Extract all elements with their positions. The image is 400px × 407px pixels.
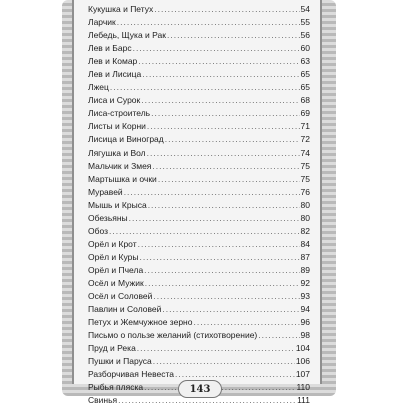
toc-entry-page: 76 — [300, 186, 310, 197]
toc-entry-title: Лев и Барс — [88, 43, 132, 54]
toc-entry — [88, 199, 310, 212]
toc-entry-title: Мышь и Крыса — [88, 199, 147, 210]
toc-entry-title: Свинья — [88, 395, 118, 406]
toc-entry-title: Листы и Корни — [88, 121, 146, 132]
toc-entry-page: 65 — [300, 69, 310, 80]
toc-entry-page: 82 — [300, 225, 310, 236]
toc-entry-title: Орёл и Крот — [88, 238, 137, 249]
toc-dot-leader — [193, 316, 299, 329]
toc-entry — [88, 147, 310, 160]
toc-entry-title: Пруд и Река — [88, 343, 136, 354]
toc-dot-leader — [152, 160, 299, 173]
toc-entry — [88, 212, 310, 225]
toc-entry-page: 75 — [300, 173, 310, 184]
toc-entry-page: 54 — [300, 4, 310, 14]
toc-entry-page: 63 — [300, 56, 310, 67]
toc-entry — [88, 42, 310, 55]
toc-entry — [88, 133, 310, 146]
toc-dot-leader — [129, 212, 300, 225]
toc-dot-leader — [162, 303, 299, 316]
toc-entry — [88, 290, 310, 303]
toc-entry — [88, 94, 310, 107]
toc-entry-title: Письмо о пользе желаний (стихотворение) — [88, 330, 258, 341]
toc-dot-leader — [133, 42, 300, 55]
toc-entry-page: 104 — [295, 343, 310, 354]
toc-dot-leader — [138, 238, 300, 251]
toc-entry — [88, 355, 310, 368]
toc-entry-page: 80 — [300, 199, 310, 210]
toc-entry-page: 98 — [300, 330, 310, 341]
toc-entry-page: 60 — [300, 43, 310, 54]
toc-entry-title: Рыбья пляска — [88, 382, 144, 393]
toc-entry-title: Мальчик и Змея — [88, 160, 152, 171]
toc-entry — [88, 160, 310, 173]
toc-entry-title: Ларчик — [88, 17, 116, 28]
toc-entry-title: Обоз — [88, 225, 109, 236]
toc-entry — [88, 303, 310, 316]
toc-entry-title: Осёл и Соловей — [88, 291, 153, 302]
toc-entry — [88, 3, 310, 16]
toc-entry-title: Лев и Комар — [88, 56, 138, 67]
toc-entry-page: 84 — [300, 238, 310, 249]
toc-dot-leader — [167, 29, 300, 42]
toc-entry — [88, 329, 310, 342]
toc-entry-page: 96 — [300, 317, 310, 328]
toc-entry-page: 55 — [300, 17, 310, 28]
toc-entry-title: Лисица и Виноград — [88, 134, 164, 145]
toc-entry-title: Разборчивая Невеста — [88, 369, 175, 380]
toc-entry — [88, 107, 310, 120]
toc-entry-title: Орёл и Куры — [88, 251, 139, 262]
toc-dot-leader — [109, 225, 300, 238]
toc-entry — [88, 238, 310, 251]
toc-entry — [88, 55, 310, 68]
toc-entry — [88, 251, 310, 264]
toc-dot-leader — [141, 94, 299, 107]
toc-entry-title: Павлин и Соловей — [88, 304, 162, 315]
toc-entry-page: 106 — [295, 356, 310, 367]
toc-entry-page: 92 — [300, 277, 310, 288]
toc-entry-page: 75 — [300, 160, 310, 171]
toc-entry-page: 110 — [296, 382, 310, 393]
page-number: 143 — [178, 380, 222, 398]
toc-dot-leader — [165, 133, 300, 146]
toc-dot-leader — [154, 3, 299, 16]
toc-entry-title: Лжец — [88, 82, 109, 93]
toc-entry-title: Осёл и Мужик — [88, 277, 144, 288]
toc-entry-page: 107 — [295, 369, 310, 380]
toc-entry-title: Муравей — [88, 186, 123, 197]
toc-entry — [88, 186, 310, 199]
toc-entry-page: 89 — [300, 264, 310, 275]
toc-dot-leader — [153, 290, 299, 303]
toc-entry-title: Кукушка и Петух — [88, 4, 154, 14]
toc-dot-leader — [117, 16, 300, 29]
toc-entry — [88, 81, 310, 94]
toc-dot-leader — [158, 173, 300, 186]
toc-entry — [88, 277, 310, 290]
toc-entry-title: Лягушка и Вол — [88, 147, 146, 158]
toc-dot-leader — [147, 120, 300, 133]
toc-entry — [88, 68, 310, 81]
toc-entry — [88, 16, 310, 29]
toc-entry — [88, 342, 310, 355]
toc-entry-title: Лиса и Сурок — [88, 95, 141, 106]
toc-entry — [88, 120, 310, 133]
toc-entry-page: 72 — [300, 134, 310, 145]
toc-entry-page: 68 — [300, 95, 310, 106]
toc-dot-leader — [110, 81, 300, 94]
toc-dot-leader — [148, 199, 300, 212]
toc-entry — [88, 173, 310, 186]
toc-entry — [88, 29, 310, 42]
toc-entry-title: Петух и Жемчужное зерно — [88, 317, 193, 328]
toc-entry-title: Пушки и Паруса — [88, 356, 152, 367]
toc-entry-page: 80 — [300, 212, 310, 223]
toc-entry-page: 69 — [300, 108, 310, 119]
toc-entry-page: 87 — [300, 251, 310, 262]
toc-dot-leader — [153, 355, 295, 368]
toc-entry-page: 65 — [300, 82, 310, 93]
toc-entry — [88, 316, 310, 329]
toc-entry-title: Мартышка и очки — [88, 173, 157, 184]
toc-entry-page: 71 — [300, 121, 310, 132]
toc-dot-leader — [151, 107, 299, 120]
toc-entry-title: Лебедь, Щука и Рак — [88, 30, 166, 41]
toc-dot-leader — [137, 342, 295, 355]
toc-entry-page: 74 — [300, 147, 310, 158]
toc-entry — [88, 225, 310, 238]
toc-entry-title: Лиса-строитель — [88, 108, 151, 119]
toc-dot-leader — [144, 264, 299, 277]
toc-dot-leader — [147, 147, 300, 160]
toc-entry — [88, 264, 310, 277]
toc-entry-page: 111 — [297, 395, 310, 406]
toc-dot-leader — [142, 68, 299, 81]
toc-entry-page: 93 — [300, 291, 310, 302]
toc-dot-leader — [138, 55, 299, 68]
toc-dot-leader — [139, 251, 299, 264]
toc-entry-page: 56 — [300, 30, 310, 41]
toc-dot-leader — [258, 329, 299, 342]
toc-entry-title: Лев и Лисица — [88, 69, 142, 80]
toc-entry-page: 94 — [300, 304, 310, 315]
toc-entry-title: Орёл и Пчела — [88, 264, 144, 275]
toc-dot-leader — [145, 277, 300, 290]
toc-entry-title: Обезьяны — [88, 212, 128, 223]
table-of-contents — [88, 3, 310, 407]
toc-dot-leader — [124, 186, 300, 199]
